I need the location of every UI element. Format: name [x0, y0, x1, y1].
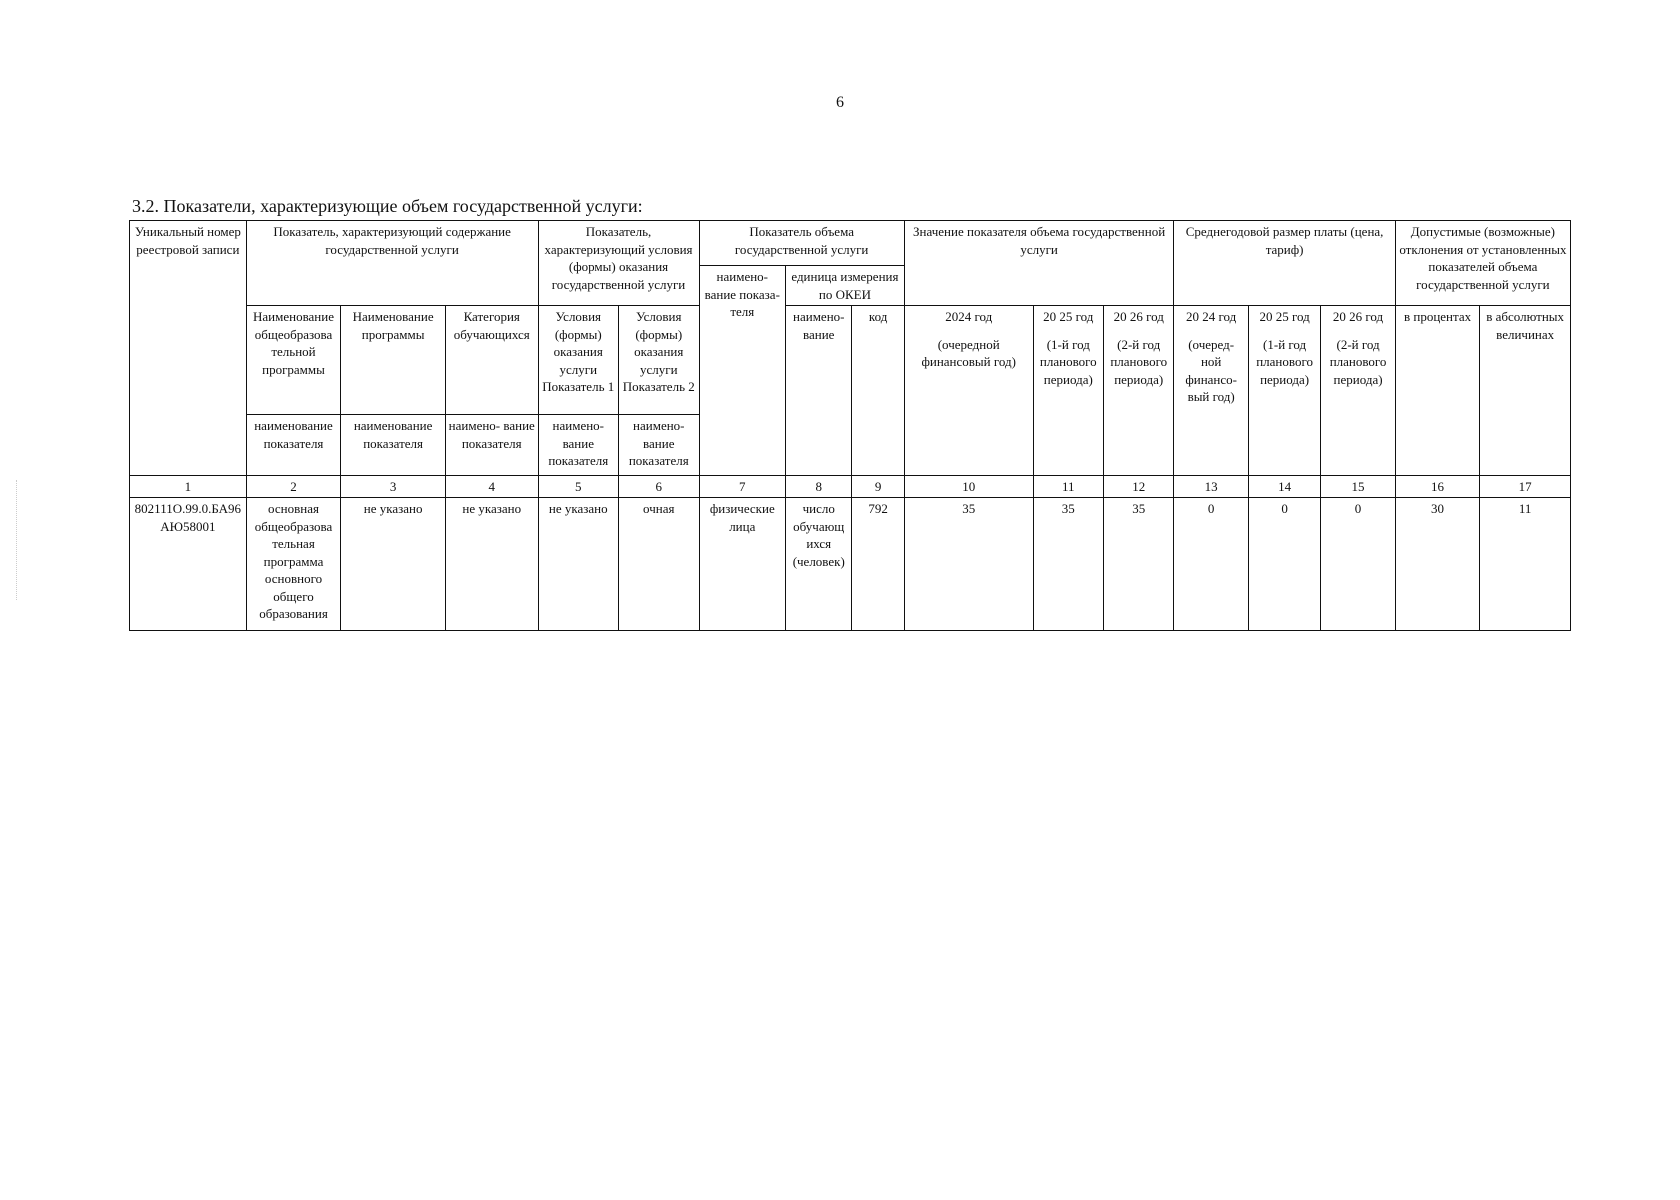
- value-2024-cell: 35: [904, 498, 1033, 631]
- table-row: [130, 498, 1571, 631]
- fee-2024-cell: 0: [1174, 498, 1248, 631]
- volume-indicators-table: [129, 220, 1571, 631]
- deviation-absolute-cell: 11: [1480, 498, 1571, 631]
- header-fee-year-2024: 20 24 год (очеред- ной финансо- вый год): [1174, 306, 1248, 476]
- column-number: 2: [246, 476, 341, 498]
- header-fee-year-2026: 20 26 год (2-й год планового периода): [1321, 306, 1395, 476]
- header-deviations: Допустимые (возможные) отклонения от установленных показателей объема государственной услуги: [1395, 221, 1570, 306]
- header-sub-program-name: Наименование общеобразова тельной программы: [246, 306, 341, 415]
- column-number: 11: [1033, 476, 1103, 498]
- column-number: 8: [786, 476, 852, 498]
- header-value-year-2024: 2024 год (очередной финансовый год): [904, 306, 1033, 476]
- column-number: 9: [852, 476, 904, 498]
- header-value-year-2025: 20 25 год (1-й год планового периода): [1033, 306, 1103, 476]
- fee-2026-cell: 0: [1321, 498, 1395, 631]
- header-name-label: наимено- вание показателя: [538, 415, 618, 476]
- header-sub-condition-1: Условия (формы) оказания услуги Показатель 1: [538, 306, 618, 415]
- fee-2025-cell: 0: [1248, 498, 1320, 631]
- value-2026-cell: 35: [1104, 498, 1174, 631]
- registry-number-cell: 802111О.99.0.БА96АЮ58001: [130, 498, 247, 631]
- header-volume-value: Значение показателя объема государственной услуги: [904, 221, 1174, 306]
- header-name-label: наимено- вание показателя: [619, 415, 700, 476]
- header-name-label: наименование показателя: [246, 415, 341, 476]
- column-number: 17: [1480, 476, 1571, 498]
- header-name-label: наимено- вание показателя: [445, 415, 538, 476]
- column-number: 6: [619, 476, 700, 498]
- header-unique-number: Уникальный номер реестровой записи: [130, 221, 247, 476]
- section-title: 3.2. Показатели, характеризующие объем государственной услуги:: [132, 196, 643, 216]
- unit-code-cell: 792: [852, 498, 904, 631]
- category-cell: не указано: [445, 498, 538, 631]
- program-name-cell: не указано: [341, 498, 446, 631]
- header-unit-name: наимено- вание: [786, 306, 852, 476]
- column-number: 10: [904, 476, 1033, 498]
- header-value-year-2026: 20 26 год (2-й год планового периода): [1104, 306, 1174, 476]
- header-conditions-indicator: Показатель, характеризующий условия (формы) оказания государственной услуги: [538, 221, 699, 306]
- column-number: 5: [538, 476, 618, 498]
- column-number: 1: [130, 476, 247, 498]
- header-unit-code: код: [852, 306, 904, 476]
- header-unit-okei: единица измерения по ОКЕИ: [786, 266, 905, 306]
- header-volume-indicator: Показатель объема государственной услуги: [699, 221, 904, 266]
- column-number: 15: [1321, 476, 1395, 498]
- page-number: 6: [836, 94, 844, 111]
- column-number: 14: [1248, 476, 1320, 498]
- condition-1-cell: не указано: [538, 498, 618, 631]
- header-average-fee: Среднегодовой размер платы (цена, тариф): [1174, 221, 1395, 306]
- indicator-name-cell: физические лица: [699, 498, 786, 631]
- header-fee-year-2025: 20 25 год (1-й год планового периода): [1248, 306, 1320, 476]
- value-2025-cell: 35: [1033, 498, 1103, 631]
- header-sub-condition-2: Условия (формы) оказания услуги Показатель 2: [619, 306, 700, 415]
- column-number: 13: [1174, 476, 1248, 498]
- header-deviation-absolute: в абсолютных величинах: [1480, 306, 1571, 476]
- program-cell: основная общеобразова тельная программа основного общего образования: [246, 498, 341, 631]
- column-number: 4: [445, 476, 538, 498]
- column-number: 7: [699, 476, 786, 498]
- header-name-label: наименование показателя: [341, 415, 446, 476]
- header-content-indicator: Показатель, характеризующий содержание государственной услуги: [246, 221, 538, 306]
- header-sub-program: Наименование программы: [341, 306, 446, 415]
- column-number: 3: [341, 476, 446, 498]
- column-number: 16: [1395, 476, 1480, 498]
- deviation-percent-cell: 30: [1395, 498, 1480, 631]
- scan-margin-line: [16, 480, 18, 600]
- column-number: 12: [1104, 476, 1174, 498]
- header-deviation-percent: в процентах: [1395, 306, 1480, 476]
- header-indicator-name: наимено- вание показа- теля: [699, 266, 786, 476]
- unit-name-cell: число обучающ ихся (человек): [786, 498, 852, 631]
- condition-2-cell: очная: [619, 498, 700, 631]
- header-sub-category: Категория обучающихся: [445, 306, 538, 415]
